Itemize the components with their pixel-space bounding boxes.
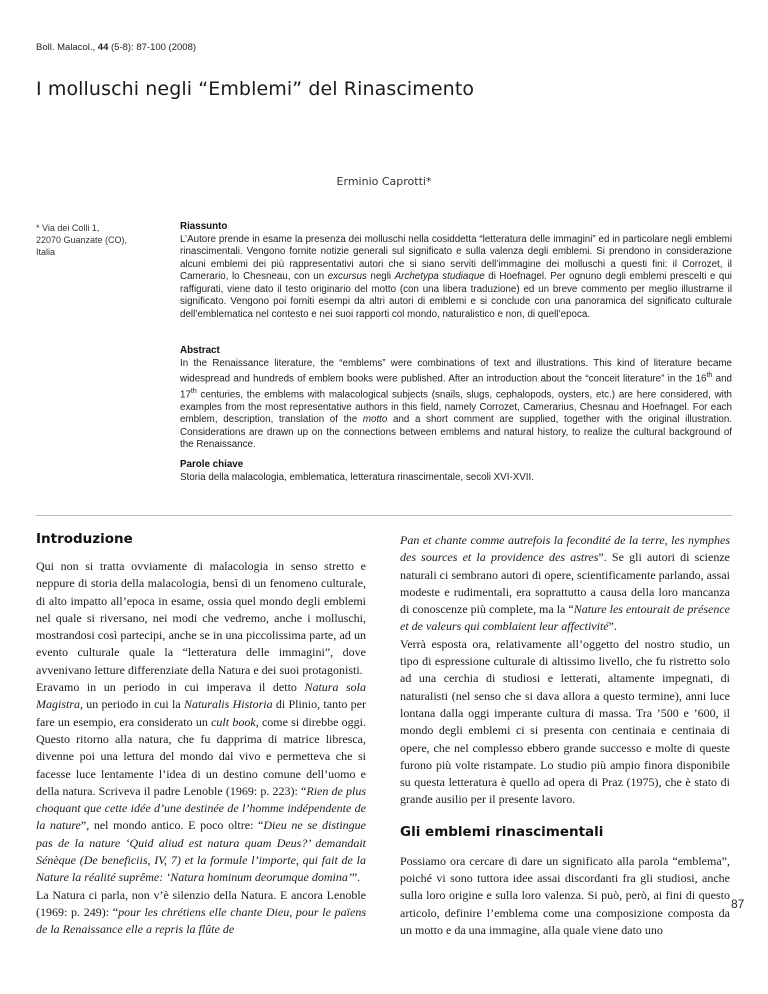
keywords-section [180,459,732,484]
affiliation-line: * Via dei Colli 1, [36,223,100,233]
body-paragraph: Qui non si tratta ovviamente di malacologia in senso stretto e neppure di storia della malacologia, bensì di un fenomeno culturale, di alto impatto all’epoca in esame, ossia quel mondo degli emblemi nel quale si riversano, nei modi che vedremo, anche i molluschi, mostrandosi così partecipi, anche se in una piccolissima parte, ad un evento culturale quale la “letteratura delle immagini”, dove avvenivano letture differenziate della Natura e dei suoi protagonisti. [36,559,366,677]
affiliation-line: 22070 Guanzate (CO), [36,235,128,245]
abstract-text: In the Renaissance literature, the “emblems” were combinations of text and illustrations. This kind of literature became widespread and hundreds of emblem books were published. After an introduction about the “conceit literature” in the 16th and 17th centuries, the emblems with malacological subjects (snails, slugs, cephalopods, oysters, etc.) are here considered, with examples from the most representative authors in this field, namely Corrozet, Camerarius, Chesnau and Hoefnagel. For each emblem, description, translation of the motto and a short comment are supplied, together with the original illustration. Considerations are drawn up on the connections between emblems and natural history, to realize the cultural background of the Renaissance. [180,357,732,451]
riassunto-heading: Riassunto [180,221,228,232]
journal-name: Boll. Malacol., [36,42,98,53]
keywords-heading: Parole chiave [180,459,244,470]
section-divider [36,515,732,516]
journal-volume: 44 [97,42,109,53]
left-column [36,530,366,939]
riassunto-text: L’Autore prende in esame la presenza dei molluschi nella cosiddetta “letteratura delle immagini” ed in particolare negli emblemi rinascimentali. Vengono fornite notizie generali sul significato e sulla valenza degli emblemi. Si prendono in considerazione alcuni emblemi dei più rappresentativi autori che si siano serviti dell’immagine dei molluschi a questi fini: il Corrozet, il Camerario, lo Chesneau, con un excursus negli Archetypa studiaque di Hoefnagel. Per ognuno degli emblemi prescelti e qui raffigurati, viene dato il testo originario del motto (con una libera traduzione) ed un breve commento per meglio illustrarne il significato. Vengono poi forniti esempi da altri autori di emblemi e si conclude con una panoramica del significato culturale dell’emblematica nel contesto e nei suoi rapporti col mondo, naturalistico e non, di quell’epoca. [180,233,732,320]
affiliation-line: Italia [36,247,56,257]
body-paragraph: Possiamo ora cercare di dare un significato alla parola “emblema”, poiché vi sono tuttora idee assai discordanti fra gli studiosi, anche sulla loro origine e sulla loro valenza. Si può, però, ai fini di questo articolo, definire l’emblema come una composizione composta da un motto e da una immagine, alla quale viene dato uno [400,853,730,937]
introduzione-heading: Introduzione [36,531,133,547]
emblemi-heading: Gli emblemi rinascimentali [400,823,604,840]
body-paragraph: Eravamo in un periodo in cui imperava il detto Natura sola Magistra, un periodo in cui la Naturalis Historia di Plinio, tanto per fare un esempio, era considerato un cult book, come si direbbe oggi. Questo ritorno alla natura, che fu dapprima di matrice libresca, divenne poi una lettura del mondo dal vivo e permetteva che si facesse luce lentamente l’idea di un destino comune dell’uomo e della natura. Scriveva il padre Lenoble (1969: p. 223): “Rien de plus choquant que cette idée d’une destinée de l’homme indépendente de la nature”, nel mondo antico. E poco oltre: “Dieu ne se distingue pas de la nature ‘Quid aliud est natura quam Deus?’ demandait Sénèque (De beneficiis, IV, 7) et la formule l’importe, qui fait de la Nature la réalité suprême: ‘Natura hominum deorumque domina’”. [36,680,367,885]
body-paragraph: La Natura ci parla, non v’è silenzio della Natura. E ancora Lenoble (1969: p. 249): “pour les chrétiens elle chante Dieu, pour le païens de la Renaissance elle a repris la flûte de [36,887,366,937]
keywords-text: Storia della malacologia, emblematica, letteratura rinascimentale, secoli XVI-XVII. [180,471,534,483]
author-name: Erminio Caprotti* [336,175,432,188]
right-column [400,532,730,939]
journal-issue-pages: (5-8): 87-100 (2008) [108,42,197,53]
riassunto-section [180,221,732,321]
abstract-section [180,345,732,452]
abstract-heading: Abstract [180,345,220,356]
body-paragraph: Verrà esposta ora, relativamente all’oggetto del nostro studio, un tipo di espressione culturale di altissimo livello, che fu ristretto solo ad una cerchia di studiosi e letterati, altamente impegnati, di naturalisti (nel senso che si dava allora a questo termine), anni luce lontana dalla oggi imperante cultura di massa. Tra ’500 e ’600, il mondo degli emblemi ci si presenta con centinaia e centinaia di opere, che nel complesso ebbero grande successo e molte di queste furono più volte ristampate. Lo studio più ampio finora disponibile su questa letteratura è quello ad opera di Praz (1975), che è stato di grande ausilio per il presente lavoro. [400,636,730,807]
body-paragraph: Pan et chante comme autrefois la fecondité de la terre, les nymphes des sources et la providence des astres”. Se gli autori di scienze naturali ci sembrano autori di opere, scientificamente parlando, assai modeste e rudimentali, era soprattutto a causa della loro mancanza di conoscenze più complete, ma la “Nature les entourait de présence et de valeurs qui comblaient leur affectivité”. [400,533,730,634]
running-head [36,42,196,53]
article-title: I molluschi negli “Emblemi” del Rinascimento [36,78,475,100]
author-affiliation [36,222,156,258]
page-number: 87 [731,897,745,911]
